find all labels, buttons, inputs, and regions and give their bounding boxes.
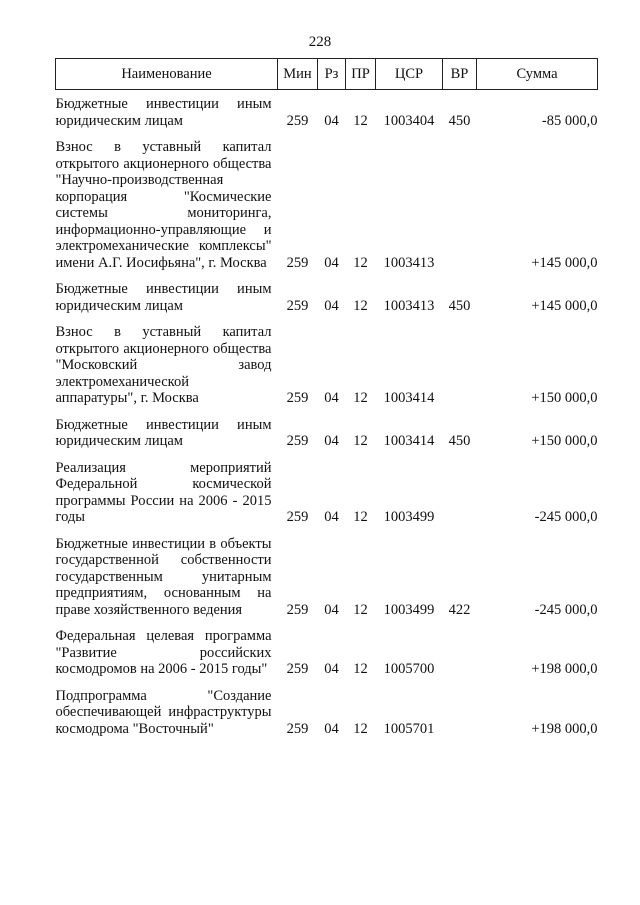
row-name: Бюджетные инвестиции иным юридическим лицам (55, 96, 272, 129)
table-row (56, 682, 598, 742)
header-rz: Рз (318, 59, 346, 90)
header-vr: ВР (443, 59, 477, 90)
row-name: Бюджетные инвестиции иным юридическим лицам (55, 281, 272, 314)
row-csr: 1003499 (383, 509, 435, 525)
row-sum: -245 000,0 (534, 601, 598, 618)
table-row (56, 622, 598, 682)
row-rz: 04 (324, 720, 339, 737)
table-row (56, 133, 598, 275)
row-rz: 04 (324, 433, 339, 449)
row-rz: 04 (324, 509, 339, 525)
row-pr: 12 (353, 601, 368, 618)
row-pr: 12 (353, 297, 368, 314)
row-vr: 450 (448, 297, 471, 314)
row-csr: 1003499 (383, 601, 435, 618)
row-min: 259 (286, 433, 309, 449)
row-name: Бюджетные инвестиции в объекты государственной собственности государственным унитарным предприятиям, основанным на праве хозяйственного ведения (55, 535, 272, 618)
table-header-row (56, 59, 598, 90)
row-name: Взнос в уставный капитал открытого акционерного общества "Московский завод электромеханической аппаратуры", г. Москва (55, 324, 272, 406)
row-vr (443, 318, 477, 411)
row-rz: 04 (324, 297, 339, 314)
row-pr: 12 (353, 254, 368, 271)
row-name: Реализация мероприятий Федеральной космической программы России на 2006 - 2015 годы (55, 459, 272, 525)
row-rz: 04 (324, 601, 339, 618)
header-min: Мин (278, 59, 318, 90)
table-row (56, 411, 598, 454)
row-sum: -245 000,0 (534, 509, 598, 525)
row-rz: 04 (324, 390, 339, 406)
row-min: 259 (286, 509, 309, 525)
row-csr: 1003414 (383, 433, 435, 449)
row-vr: 422 (448, 601, 471, 618)
row-sum: +198 000,0 (531, 661, 598, 677)
row-vr: 450 (448, 433, 471, 449)
row-pr: 12 (353, 112, 368, 129)
table-row (56, 275, 598, 318)
row-min: 259 (286, 601, 309, 618)
row-vr (443, 682, 477, 742)
header-sum: Сумма (477, 59, 598, 90)
row-name: Взнос в уставный капитал открытого акционерного общества "Научно-производственная корпорация "Космические системы мониторинга, информационно-управляющие и электромеханические комплексы" имени А.Г. Иосифьяна", г. Москва (55, 139, 272, 271)
table-row (56, 318, 598, 411)
row-vr (443, 133, 477, 275)
row-min: 259 (286, 254, 309, 271)
row-sum: +150 000,0 (531, 390, 598, 406)
row-csr: 1005701 (383, 720, 435, 737)
row-csr: 1003413 (383, 254, 435, 271)
row-vr (443, 454, 477, 530)
row-vr: 450 (448, 112, 471, 129)
header-name: Наименование (56, 59, 278, 90)
row-sum: +150 000,0 (531, 433, 598, 449)
header-pr: ПР (346, 59, 376, 90)
row-rz: 04 (324, 254, 339, 271)
page-number: 228 (308, 34, 332, 50)
row-rz: 04 (324, 661, 339, 677)
row-sum: +198 000,0 (531, 720, 598, 737)
row-pr: 12 (353, 661, 368, 677)
row-pr: 12 (353, 390, 368, 406)
row-csr: 1003414 (383, 390, 435, 406)
row-sum: +145 000,0 (531, 297, 598, 314)
row-name: Федеральная целевая программа "Развитие российских космодромов на 2006 - 2015 годы" (55, 628, 272, 677)
row-rz: 04 (324, 112, 339, 129)
row-name: Бюджетные инвестиции иным юридическим лицам (55, 416, 272, 449)
row-vr (443, 622, 477, 682)
table-row (56, 454, 598, 530)
row-csr: 1003413 (383, 297, 435, 314)
row-csr: 1003404 (383, 112, 435, 129)
row-pr: 12 (353, 720, 368, 737)
row-min: 259 (286, 661, 309, 677)
row-pr: 12 (353, 433, 368, 449)
table-row (56, 90, 598, 134)
budget-table (55, 58, 598, 741)
row-min: 259 (286, 297, 309, 314)
row-sum: +145 000,0 (531, 254, 598, 271)
row-min: 259 (286, 112, 309, 129)
header-csr: ЦСР (376, 59, 443, 90)
row-min: 259 (286, 390, 309, 406)
row-sum: -85 000,0 (541, 112, 598, 129)
table-row (56, 530, 598, 623)
row-csr: 1005700 (383, 661, 435, 677)
row-name: Подпрограмма "Создание обеспечивающей инфраструктуры космодрома "Восточный" (55, 687, 272, 737)
row-min: 259 (286, 720, 309, 737)
row-pr: 12 (353, 509, 368, 525)
